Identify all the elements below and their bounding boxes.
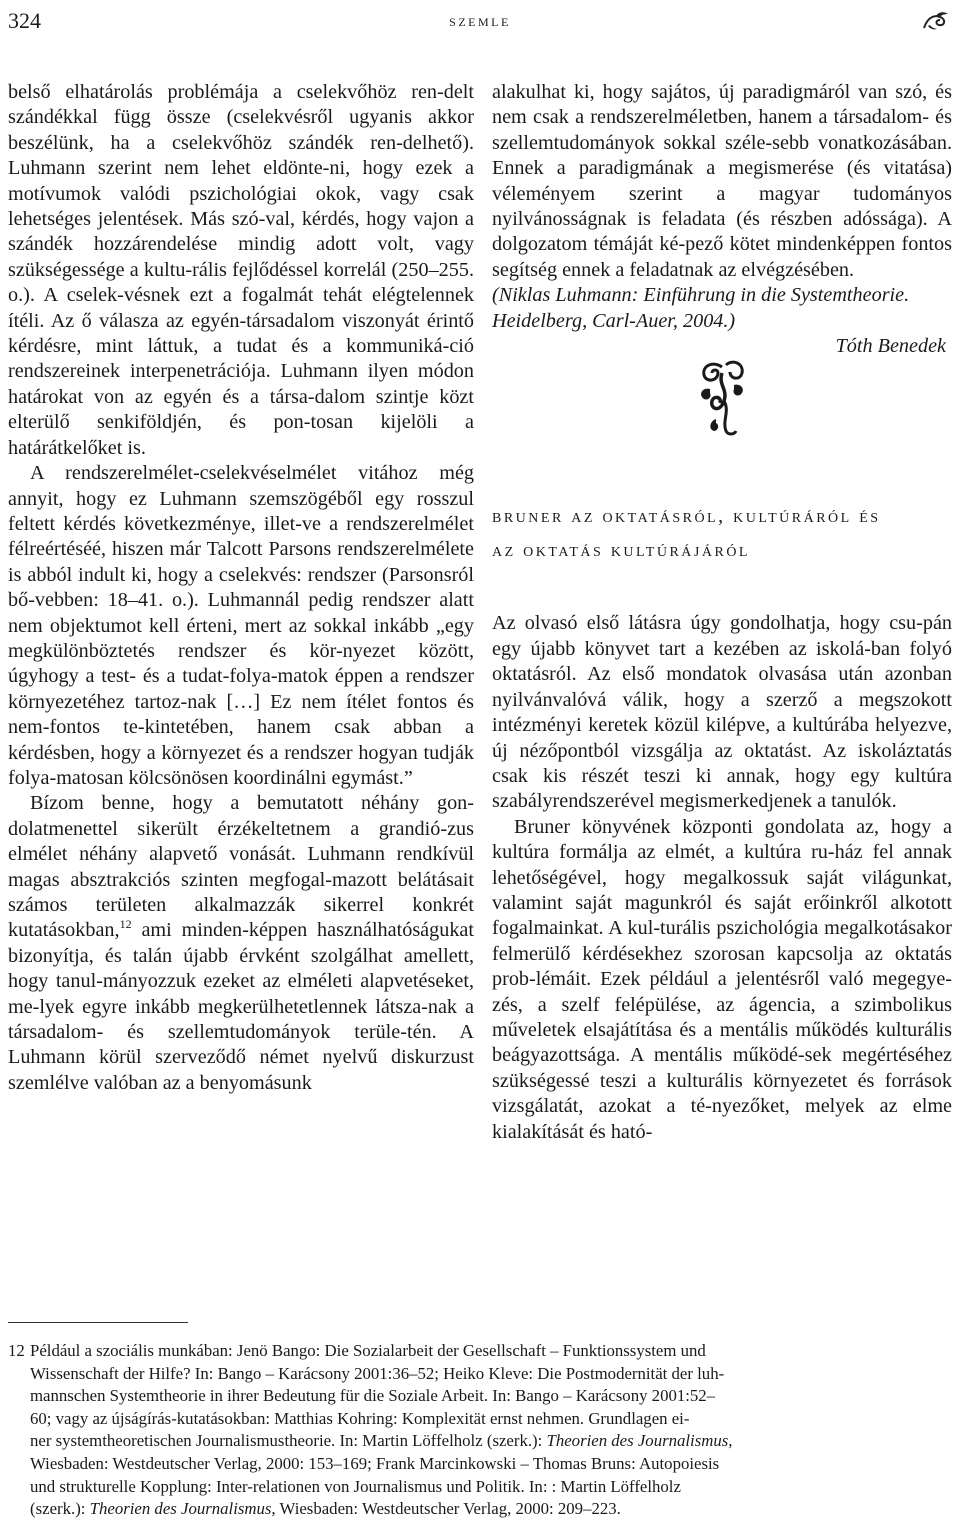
fleuron-icon (922, 10, 950, 32)
footnote-reference[interactable]: 12 (119, 917, 132, 932)
footnote-line: Wiesbaden: Westdeutscher Verlag, 2000: 153–169; Frank Marcinkowski – Thomas Bruns: Autopoiesis (30, 1453, 720, 1473)
footnote-line: 60; vagy az újságírás-kutatásokban: Matthias Kohring: Komplexität ernst nehmen. Grundlagen ei- (30, 1408, 690, 1428)
paragraph: Az olvasó első látásra úgy gondolhatja, hogy csu-pán egy újabb könyvet tart a kezében az iskolá-ban folyó oktatásról. Az első mondatok olvasása után azonban nyilvánvalóvá válik, hogy a szerző a megszokott intézményi keretek közül kilépve, a kultúrába helyezve, új nézőpontból vizsgálja az oktatást. Az iskoláztatás csak kis részét teszi ki annak, hogy egy kultúra szabályrendszerével megismerkedjenek a tanulók. (492, 612, 952, 813)
footnote-line: (szerk.): Theorien des Journalismus, Wiesbaden: Westdeutscher Verlag, 2000: 209–223. (30, 1499, 621, 1519)
section-heading-line: bruner az oktatásról, kultúráról és (492, 505, 881, 528)
right-column (492, 80, 952, 1145)
paragraph: alakulhat ki, hogy sajátos, új paradigmáról van szó, és nem csak a rendszerelméletben, hanem a társadalom- és szellemtudományok sokkal széle-sebb vonatkozásában. Ennek a paradigmának a megismerése (és vitatása) véleményem szerint a magyar tudományos nyilvánosságnak is feladata (és részben adóssága). A dolgozatom témáját ké-pező kötet mindenképpen fontos segítség ennek a feladatnak az elvégzésében. (492, 81, 952, 281)
footnote-number: 12 (8, 1341, 25, 1360)
paragraph: A rendszerelmélet-cselekvéselmélet vitához még annyit, hogy ez Luhmann szemszögéből egy rosszul feltett kérdés következménye, illet-ve a rendszerelmélet félreértéséé, hiszen már Talcott Parsons rendszerelmélete is abból indult ki, hogy a cselekvés: rendszer (Parsonsról bő-vebben: 18–41. o.). Luhmannál pedig rendszer alatt nem objektumot kell érteni, mert az sokkal inkább „egy megkülönböztetés rendszer és kör-nyezet között, úgyhogy a test- és a tudat-folya-matok éppen a rendszer környezetéhez tartoz-nak […] Ez nem ítélet fontos és nem-fontos te-kintetében, hanem csak abban a kérdésben, hogy a környezet és a rendszer hogyan tudják folya-matosan kölcsönösen koordinálni egymást.” (8, 462, 474, 789)
section-heading-line: az oktatás kultúrájáról (492, 539, 750, 562)
running-head: szemle (449, 11, 511, 30)
paragraph (8, 791, 474, 1096)
fleuron-icon (692, 359, 752, 439)
paragraph-text: Bízom benne, hogy a bemutatott néhány gon-dolatmenettel sikerült érzékeltetnem a grandió-zus elmélet néhány alapvető vonását. Luhmann rendkívül magas absztrakciós szinten megfogal-mazott belátásait számos területen alkalmazzák sikerrel konkrét kutatásokban, (8, 792, 474, 942)
footnote-line: Wissenschaft der Hilfe? In: Bango – Karácsony 2001:36–52; Heiko Kleve: Die Postmodernität der luh- (30, 1363, 725, 1383)
paragraph-text: ami minden-képpen használhatóságukat bizonyítja, és talán újabb érvként szolgálhat amellett, hogy tanul-mányozzuk ezeket az elméleti alapvetéseket, me-lyek egyre inkább megkerülhetetlennek látsza-nak a társadalom- és szellemtudományok terüle-tén. A Luhmann körül szerveződő német nyelvű diskurzust szemlélve valóban az a benyomásunk (8, 919, 474, 1094)
left-column (8, 80, 474, 1096)
section-heading (492, 499, 952, 567)
footnote-line: ner systemtheoretischen Journalismustheorie. In: Martin Löffelholz (szerk.): Theorien des Journalismus, (30, 1431, 733, 1451)
footnote-line: mannschen Systemtheorie in ihrer Bedeutung für die Soziale Arbeit. In: Bango – Karácsony 2001:52– (30, 1386, 716, 1406)
paragraph: Bruner könyvének központi gondolata az, hogy a kultúra formálja az elmét, a kultúra ru-ház fel annak lehetőségével, hogy megalkossuk saját világunkat, valamint saját magunkról és saját erőinkről alkotott fogalmainkat. A kul-turális pszichológia megalkotásakor felmerülő kérdésekhez szorosan kapcsolja az oktatás prob-lémáit. Ezek például a jelentésről való megegye-zés, a szelf felépülése, az ágencia, a szimbolikus műveletek elsajátítása és a mentális működés kulturális beágyazottsága. A mentális működé-sek megértéséhez szükségessé teszi a kulturális környezetet és források vizsgálatát, azokat a té-nyezőket, melyek az elme kialakítását és ható- (492, 815, 952, 1143)
page-number: 324 (8, 8, 41, 33)
page-header (8, 8, 952, 34)
footnote-line: 12 Például a szociális munkában: Jenö Bango: Die Sozialarbeit der Gesellschaft – Funktionssystem und (8, 1340, 952, 1363)
book-citation: (Niklas Luhmann: Einführung in die Systemtheorie. Heidelberg, Carl-Auer, 2004.) (492, 284, 910, 332)
paragraph: belső elhatárolás problémája a cselekvőhöz ren-delt szándékkal függ össze (cselekvésről ugyanis akkor beszélünk, ha a cselekvőhöz szándék ren-delhető). Luhmann szerint nem lehet eldönte-ni, hogy ezek a motívumok valódi pszichológiai okok, vagy csak lehetséges jelentések. Más szó-val, kérdés, hogy vajon a szándék hozzárendelése mindig adott volt, vagy szükségessége a kultu-rális fejlődéssel korrelál (250–255. o.). A cselek-vésnek ezt a fogalmát tehát elégtelennek ítéli. Az ő válasza az egyén-társadalom viszonyát érintő kérdésre, mint láttuk, a tudat és a kommuniká-ció rendszereinek interpenetrációja. Luhmann ilyen módon határokat von az egyén és a társa-dalom szintje közt elterülő senkiföldjén, és pon-tosan kijelöli a határátkelőket is. (8, 81, 474, 459)
footnote-divider (8, 1322, 188, 1323)
footnote-line: und strukturelle Kopplung: Inter-relationen von Journalismus und Politik. In: : Martin Löffelholz (30, 1476, 681, 1496)
review-author: Tóth Benedek (835, 335, 946, 358)
footnote (8, 1340, 952, 1521)
